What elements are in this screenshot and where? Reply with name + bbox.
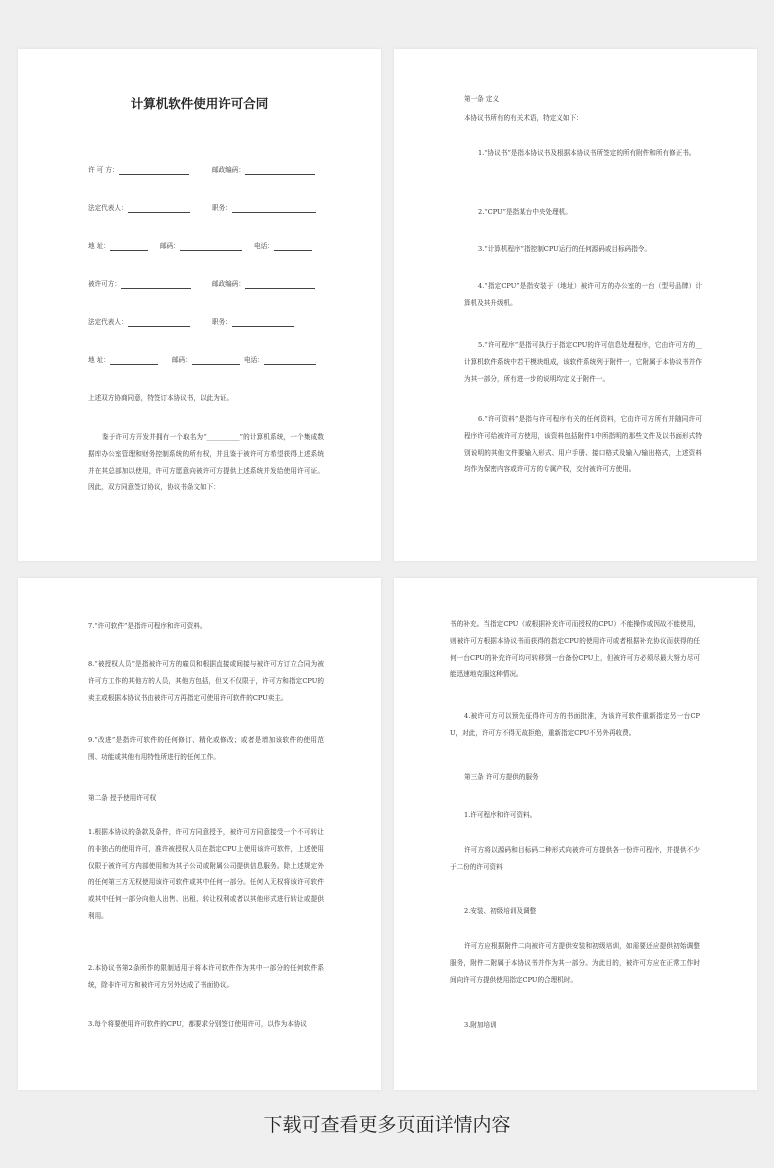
licensor-blank (119, 166, 189, 175)
document-page-3 (18, 578, 381, 1090)
zip1-blank (245, 166, 315, 175)
definition-8: 8.“被授权人员”是指被许可方的雇员和根据直接或间接与被许可方订立合同为被许可方工作的其他方的人员，其他方包括，但又不仅限于，许可方和指定CPU的卖主或根据本协议书由被许可方再指定可使用许可软件的CPU卖主。 (88, 660, 324, 702)
definition-3: 3.“计算机程序”指控制CPU运行的任何源码或目标码指令。 (478, 245, 652, 253)
article-1-heading: 第一条 定义 (464, 95, 500, 103)
phone2-field: 电话： (244, 355, 316, 365)
document-page-1 (18, 49, 381, 561)
phone1-field: 电话： (254, 241, 312, 251)
service-2-heading: 2.安装、初级培训及调整 (464, 907, 537, 915)
phone1-blank (274, 242, 312, 251)
legal-rep2-blank (128, 318, 190, 327)
preamble-paragraph: 鉴于许可方开发并拥有一个取名为“__________”的计算机系统，一个集成数据库办公室管理和财务控制系统的所有权，并且鉴于被许可方希望获得上述系统并在其总部加以使用，许可方愿意向被许可方提供上述系统并发给使用许可证。因此，双方同意签订协议，协议书条文如下： (88, 433, 324, 492)
article-3-heading: 第三条 许可方提供的服务 (464, 773, 539, 781)
grant-clause-3: 3.每个将要使用许可软件的CPU，都要求分别签订使用许可，以作为本协议 (88, 1020, 308, 1028)
article-2-heading: 第二条 授予使用许可权 (88, 794, 157, 802)
postcode2-blank (192, 356, 240, 365)
service-2-paragraph: 许可方应根据附件二向被许可方提供安装和初级培训，如需要还应提供初始调整服务，附件二附属于本协议书并作为其一部分。为此目的，被许可方应在正常工作时间向许可方提供使用指定CPU的合理机时。 (450, 942, 700, 984)
definition-9: 9.“改进”是指许可软件的任何修订、精化或修改；或者是增加该软件的使用范围、功能或其他有用特性所进行的任何工作。 (88, 736, 324, 761)
position2-field: 职务： (212, 317, 294, 327)
service-1-paragraph: 许可方将以源码和目标码二种形式向被许可方提供各一份许可程序，并提供不少于二份的许可资料 (450, 846, 700, 871)
postcode2-field: 邮码： (172, 355, 240, 365)
licensor-field: 许 可 方： (88, 165, 189, 175)
download-more-caption: 下载可查看更多页面详情内容 (263, 1114, 511, 1136)
article-1-intro: 本协议书所有的有关术语，特定义如下： (464, 114, 583, 122)
phone2-blank (264, 356, 316, 365)
postcode1-field: 邮码： (160, 241, 242, 251)
position1-blank (232, 204, 316, 213)
agreement-line: 上述双方协商同意，特签订本协议书，以此为证。 (88, 394, 234, 402)
grant-clause-3-continued: 书的补充。当指定CPU（或根据补充许可而授权的CPU）不能操作或因故不能使用，则被许可方根据本协议书而获得的指定CPU的使用许可或者根据补充协议而获得的任何一台CPU的补充许可均可转移到一台备份CPU上，但被许可方必须尽最大努力尽可能迅速地克服这种情况。 (450, 620, 700, 679)
address1-field: 地 址： (88, 241, 148, 251)
legal-rep1-blank (128, 204, 190, 213)
grant-clause-1: 1.根据本协议的条款及条件，许可方同意授予，被许可方同意接受一个不可转让的非独占的使用许可，准许被授权人员在指定CPU上使用该许可软件，上述使用仅限于被许可方内部使用和为其子公司或附属公司提供信息服务。除上述规定外的任何第三方无权使用该许可软件或其中任何一部分。任何人无权将该许可软件或其中任何一部分向他人出售、出租、转让权利或者以其他形式进行转让或提供利用。 (88, 828, 324, 920)
service-3-heading: 3.附加培训 (464, 1021, 497, 1029)
position2-blank (232, 318, 294, 327)
zip2-blank (245, 280, 315, 289)
document-page-4 (394, 578, 757, 1090)
grant-clause-2: 2.本协议书第2条所作的限制适用于将本许可软件作为其中一部分的任何软件系统，除非许可方和被许可方另外达成了书面协议。 (88, 964, 324, 989)
grant-clause-4: 4.被许可方可以预先征得许可方的书面批准，为该许可软件重新指定另一台CPU，对此，许可方不得无故拒绝，重新指定CPU不另外再收费。 (450, 712, 700, 737)
postcode1-blank (180, 242, 242, 251)
definition-7: 7.“许可软件”是指许可程序和许可资料。 (88, 622, 207, 630)
definition-5: 5.“许可程序”是指可执行于指定CPU的许可信息处理程序，它由许可方的__计算机软件系统中若干模块组成，该软件系统列于附件一，它附属于本协议书并作为其一部分，所有进一步的说明均定义于附件一。 (464, 341, 702, 383)
service-1-heading: 1.许可程序和许可资料。 (464, 811, 537, 819)
definition-2: 2.“CPU”是指某台中央处理机。 (478, 208, 572, 216)
position1-field: 职务： (212, 203, 316, 213)
address2-field: 地 址： (88, 355, 158, 365)
definition-1: 1.“协议书”是指本协议书及根据本协议书所签定的所有附件和所有修正书。 (478, 149, 696, 157)
definition-4: 4.“指定CPU”是指安装于（地址）被许可方的办公室的一台（型号品牌）计算机及其升级机。 (464, 282, 702, 307)
contract-title: 计算机软件使用许可合同 (130, 96, 269, 111)
licensee-field: 被许可方： (88, 279, 191, 289)
zip2-field: 邮政编码： (212, 279, 315, 289)
licensee-blank (121, 280, 191, 289)
definition-6: 6.“许可资料”是指与许可程序有关的任何资料，它由许可方所有并随同许可程序许可给被许可方使用，该资料包括附件1中所指明的那些文件及以书面形式特别说明的其他文件要输入形式、用户手册、接口格式及输入/输出格式，上述资料均作为保密内容或许可方的专属产权，交付被许可方使用。 (464, 415, 702, 474)
address2-blank (110, 356, 158, 365)
address1-blank (110, 242, 148, 251)
legal-rep1-field: 法定代表人： (88, 203, 190, 213)
document-page-2 (394, 49, 757, 561)
legal-rep2-field: 法定代表人： (88, 317, 190, 327)
zip1-field: 邮政编码： (212, 165, 315, 175)
